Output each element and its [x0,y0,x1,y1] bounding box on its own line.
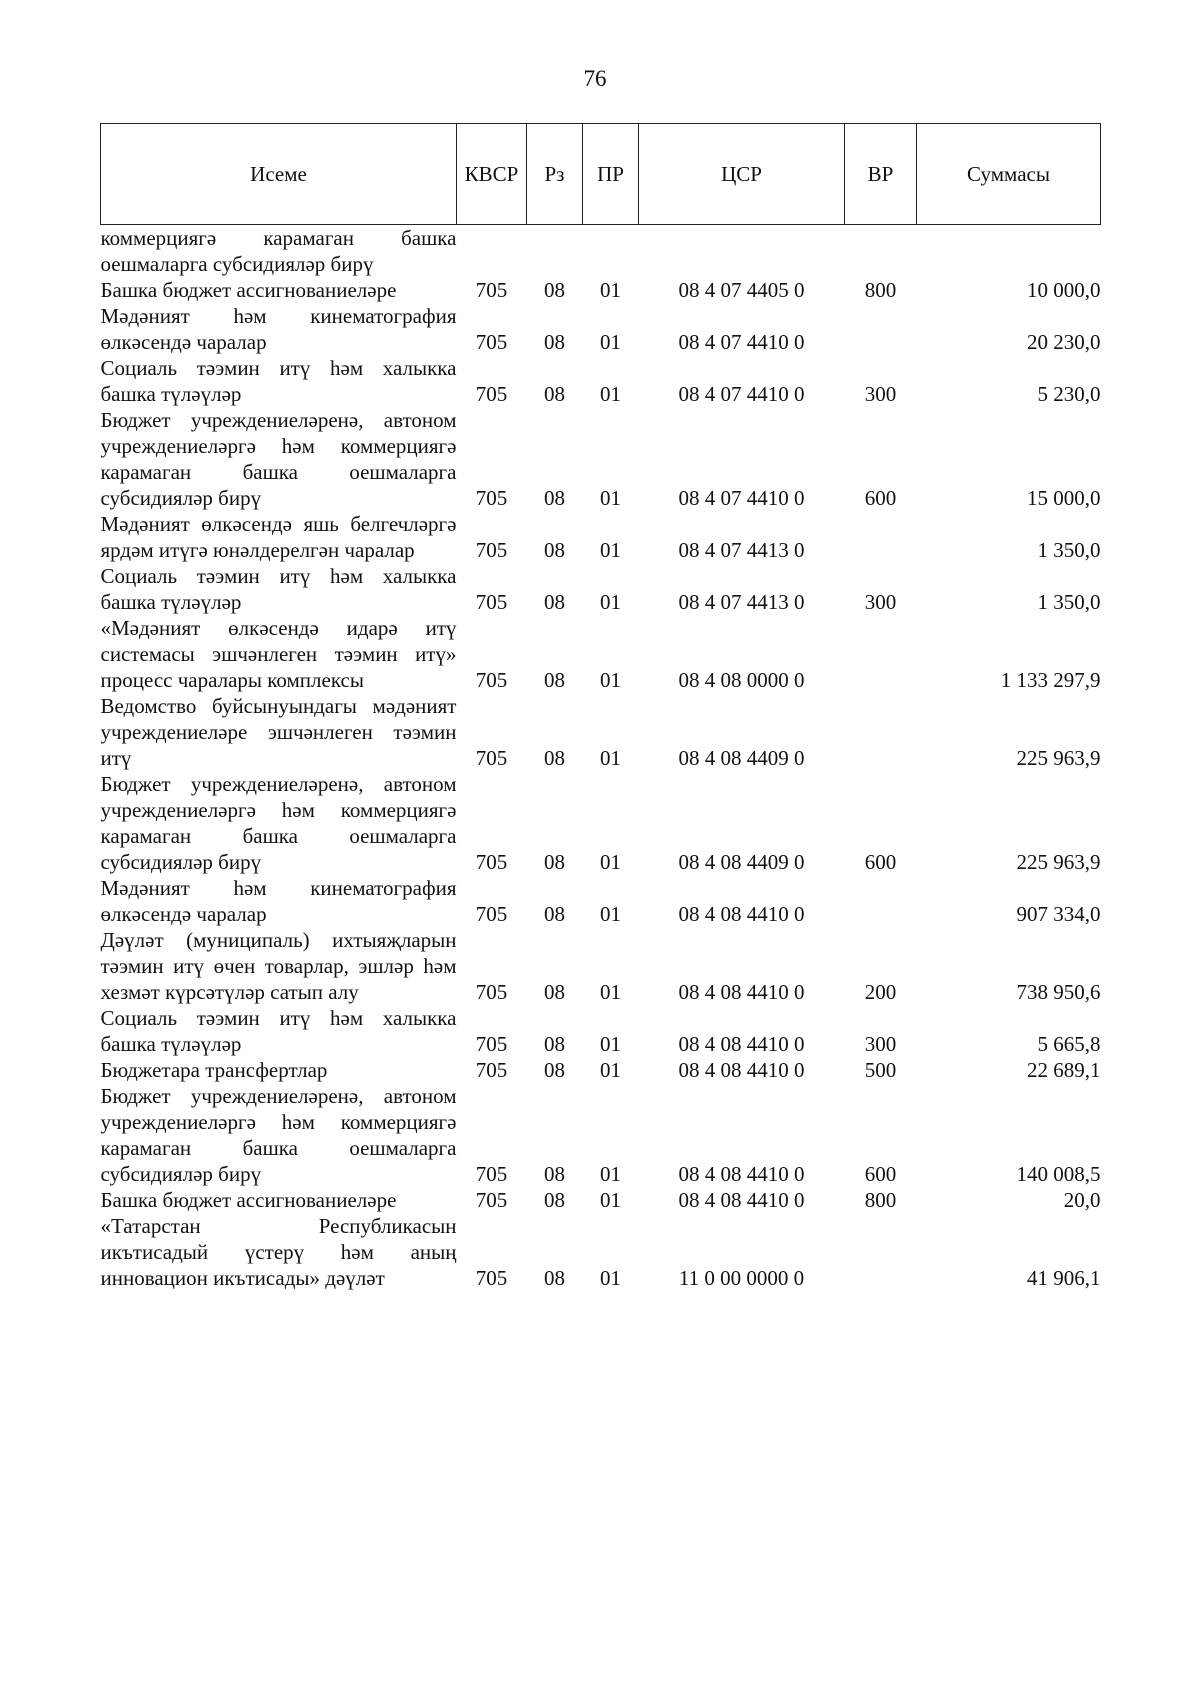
table-row [101,563,1101,615]
table-row [101,1057,1101,1083]
row-vr [845,693,917,771]
row-pr: 01 [600,382,621,406]
row-kvsr: 705 [475,902,508,926]
row-vr: 300 [864,590,897,614]
row-sum: 1 350,0 [1037,538,1101,562]
row-name: Мәдәният өлкәсендә яшь белгечләргә ярдәм итүгә юнәлдерелгән чаралар [100,512,457,562]
row-sum: 738 950,6 [1016,980,1101,1004]
page-number: 76 [583,66,607,91]
row-pr: 01 [600,278,621,302]
row-rz: 08 [544,382,565,406]
row-sum: 20,0 [1063,1188,1101,1212]
row-rz [527,225,583,278]
table-row [101,1005,1101,1057]
row-kvsr: 705 [475,382,508,406]
header-rz: Рз [527,124,583,225]
row-csr: 08 4 07 4413 0 [678,538,805,562]
table-row [101,927,1101,1005]
table-row [101,355,1101,407]
row-kvsr: 705 [475,668,508,692]
row-name: Бюджет учреждениеләренә, автоном учреждениеләргә һәм коммерциягә карамаган башка оешмаларга субсидияләр бирү [100,408,457,510]
row-sum: 1 350,0 [1037,590,1101,614]
row-name: Социаль тәэмин итү һәм халыкка башка түләүләр [100,356,457,406]
row-rz: 08 [544,330,565,354]
header-csr: ЦСР [639,124,845,225]
row-vr: 300 [864,382,897,406]
row-csr: 08 4 08 4410 0 [678,1058,805,1082]
row-kvsr: 705 [475,1188,508,1212]
row-vr [845,615,917,693]
row-name: коммерциягә карамаган башка оешмаларга субсидияләр бирү [100,226,457,276]
row-pr: 01 [600,668,621,692]
row-csr: 08 4 07 4405 0 [678,278,805,302]
row-pr: 01 [600,1032,621,1056]
row-rz: 08 [544,1188,565,1212]
header-name: Исеме [101,124,457,225]
row-sum: 15 000,0 [1027,486,1101,510]
row-rz: 08 [544,1266,565,1290]
row-kvsr: 705 [475,1266,508,1290]
row-kvsr [457,225,527,278]
row-kvsr: 705 [475,330,508,354]
header-vr: ВР [845,124,917,225]
row-kvsr: 705 [475,1058,508,1082]
row-vr: 800 [864,278,897,302]
row-pr: 01 [600,330,621,354]
row-rz: 08 [544,668,565,692]
budget-table [100,123,1101,1291]
header-sum: Суммасы [917,124,1101,225]
row-pr: 01 [600,980,621,1004]
row-kvsr: 705 [475,590,508,614]
row-pr: 01 [600,850,621,874]
row-pr: 01 [600,538,621,562]
row-rz: 08 [544,746,565,770]
row-sum [917,225,1101,278]
header-row [101,124,1101,225]
row-vr [845,303,917,355]
row-kvsr: 705 [475,980,508,1004]
row-rz: 08 [544,850,565,874]
row-vr: 500 [864,1058,897,1082]
row-name: Башка бюджет ассигнованиеләре [100,278,397,302]
row-rz: 08 [544,980,565,1004]
row-csr: 08 4 07 4410 0 [678,382,805,406]
table-row [101,875,1101,927]
table-row [101,771,1101,875]
row-pr: 01 [600,1266,621,1290]
row-name: «Татарстан Республикасын икътисадый үстерү һәм аның инновацион икътисады» дәүләт [100,1214,457,1290]
row-pr: 01 [600,746,621,770]
table-row [101,277,1101,303]
row-csr: 08 4 08 4410 0 [678,1162,805,1186]
table-row [101,303,1101,355]
row-pr: 01 [600,902,621,926]
table-row [101,1083,1101,1187]
row-sum: 225 963,9 [1016,746,1101,770]
row-vr [845,1213,917,1291]
row-name: Мәдәният һәм кинематография өлкәсендә чаралар [100,876,457,926]
row-name: Башка бюджет ассигнованиеләре [100,1188,397,1212]
row-csr: 08 4 07 4410 0 [678,486,805,510]
row-pr [583,225,639,278]
table-row [101,407,1101,511]
row-csr: 08 4 07 4413 0 [678,590,805,614]
table-body [101,225,1101,1292]
table-row [101,1213,1101,1291]
row-name: Бюджет учреждениеләренә, автоном учреждениеләргә һәм коммерциягә карамаган башка оешмаларга субсидияләр бирү [100,1084,457,1186]
row-csr: 08 4 07 4410 0 [678,330,805,354]
table-row [101,693,1101,771]
row-csr: 08 4 08 4410 0 [678,980,805,1004]
row-rz: 08 [544,1058,565,1082]
row-name: Дәүләт (муниципаль) ихтыяҗларын тәэмин итү өчен товарлар, эшләр һәм хезмәт күрсәтүләр сатып алу [100,928,457,1004]
row-vr [845,875,917,927]
row-sum: 5 665,8 [1037,1032,1101,1056]
row-csr: 08 4 08 0000 0 [678,668,805,692]
row-vr [845,511,917,563]
row-name: Бюджетара трансфертлар [100,1058,328,1082]
row-pr: 01 [600,486,621,510]
row-csr: 08 4 08 4410 0 [678,1188,805,1212]
row-name: Социаль тәэмин итү һәм халыкка башка түләүләр [100,564,457,614]
table-row [101,225,1101,278]
row-kvsr: 705 [475,538,508,562]
row-kvsr: 705 [475,278,508,302]
row-name: Ведомство буйсынуындагы мәдәният учреждениеләре эшчәнлеген тәэмин итү [100,694,457,770]
row-pr: 01 [600,1058,621,1082]
header-kvsr: КВСР [457,124,527,225]
header-pr: ПР [583,124,639,225]
row-rz: 08 [544,590,565,614]
row-vr: 600 [864,850,897,874]
row-sum: 1 133 297,9 [1000,668,1101,692]
row-csr: 11 0 00 0000 0 [678,1266,805,1290]
row-sum: 907 334,0 [1016,902,1101,926]
row-vr: 300 [864,1032,897,1056]
row-csr: 08 4 08 4410 0 [678,902,805,926]
row-sum: 20 230,0 [1027,330,1101,354]
row-vr: 800 [864,1188,897,1212]
budget-table-container [100,123,1100,1291]
row-kvsr: 705 [475,1032,508,1056]
row-name: Мәдәният һәм кинематография өлкәсендә чаралар [100,304,457,354]
row-sum: 140 008,5 [1016,1162,1101,1186]
row-sum: 10 000,0 [1027,278,1101,302]
row-kvsr: 705 [475,1162,508,1186]
row-sum: 41 906,1 [1027,1266,1101,1290]
row-rz: 08 [544,486,565,510]
row-pr: 01 [600,590,621,614]
row-name: «Мәдәният өлкәсендә идарә итү системасы эшчәнлеген тәэмин итү» процесс чаралары комплексы [100,616,457,692]
row-vr: 200 [864,980,897,1004]
row-csr [639,225,845,278]
row-vr [845,225,917,278]
row-rz: 08 [544,902,565,926]
row-csr: 08 4 08 4410 0 [678,1032,805,1056]
row-sum: 5 230,0 [1037,382,1101,406]
row-rz: 08 [544,278,565,302]
row-pr: 01 [600,1162,621,1186]
row-kvsr: 705 [475,850,508,874]
row-sum: 22 689,1 [1027,1058,1101,1082]
table-row [101,615,1101,693]
row-csr: 08 4 08 4409 0 [678,746,805,770]
row-name: Социаль тәэмин итү һәм халыкка башка түләүләр [100,1006,457,1056]
row-vr: 600 [864,1162,897,1186]
row-rz: 08 [544,538,565,562]
row-kvsr: 705 [475,746,508,770]
table-row [101,511,1101,563]
row-csr: 08 4 08 4409 0 [678,850,805,874]
row-rz: 08 [544,1032,565,1056]
table-header [101,124,1101,225]
row-kvsr: 705 [475,486,508,510]
row-pr: 01 [600,1188,621,1212]
row-sum: 225 963,9 [1016,850,1101,874]
row-vr: 600 [864,486,897,510]
row-rz: 08 [544,1162,565,1186]
table-row [101,1187,1101,1213]
row-name: Бюджет учреждениеләренә, автоном учреждениеләргә һәм коммерциягә карамаган башка оешмаларга субсидияләр бирү [100,772,457,874]
